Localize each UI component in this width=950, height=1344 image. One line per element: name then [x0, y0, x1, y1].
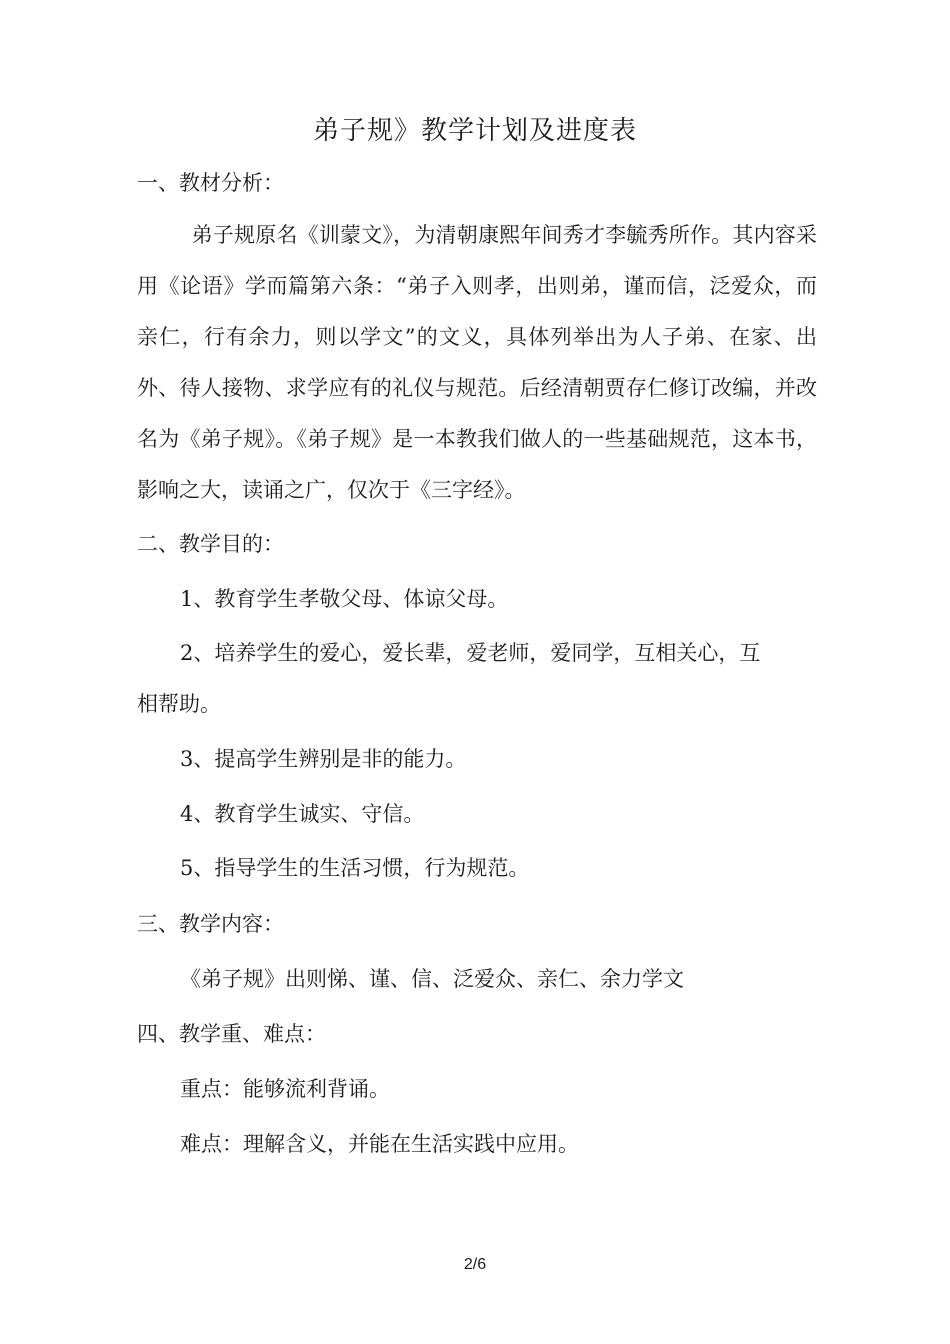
- document-title: 弟子规》教学计划及进度表: [312, 116, 637, 146]
- section-heading-key-points: 四、教学重、难点：: [137, 1022, 326, 1046]
- objective-item-2-continued: 相帮助。: [137, 692, 221, 716]
- objective-item-1: 1、教育学生孝敬父母、体谅父母。: [180, 587, 509, 611]
- objective-item-4: 4、教育学生诚实、守信。: [180, 802, 425, 826]
- analysis-paragraph: 弟子规原名《训蒙文》，为清朝康熙年间秀才李毓秀所作。其内容采用《论语》学而篇第六条：“弟子入则孝，出则弟，谨而信，泛爱众，而亲仁，行有余力，则以学文”的文义，具体列举出为人子弟、在家、出外、待人接物、求学应有的礼仪与规范。后经清朝贾存仁修订改编，并改名为《弟子规》。《弟子规》是一本教我们做人的一些基础规范，这本书，影响之大，读诵之广，仅次于《三字经》。: [137, 223, 817, 502]
- section-heading-objectives: 二、教学目的：: [137, 532, 284, 556]
- section-heading-content: 三、教学内容：: [137, 912, 284, 936]
- objective-item-2: 2、培养学生的爱心，爱长辈，爱老师，爱同学，互相关心，互: [180, 641, 761, 665]
- page-number: 2/6: [463, 1256, 487, 1273]
- section-heading-analysis: 一、教材分析：: [137, 171, 284, 195]
- teaching-content: 《弟子规》出则悌、谨、信、泛爱众、亲仁、余力学文: [180, 967, 684, 991]
- key-point: 重点：能够流利背诵。: [180, 1077, 390, 1101]
- difficulty-point: 难点：理解含义，并能在生活实践中应用。: [180, 1132, 579, 1156]
- objective-item-5: 5、指导学生的生活习惯，行为规范。: [180, 856, 530, 880]
- objective-item-3: 3、提高学生辨别是非的能力。: [180, 747, 467, 771]
